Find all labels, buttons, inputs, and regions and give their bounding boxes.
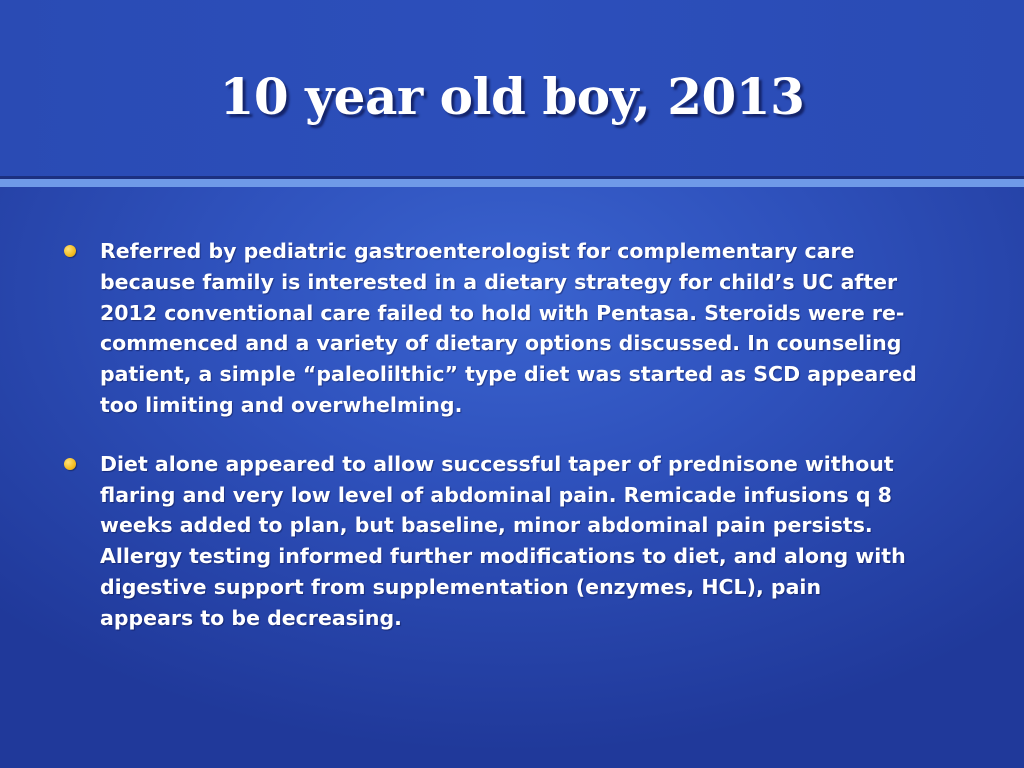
slide-title: 10 year old boy, 2013	[219, 67, 805, 126]
bullet-list	[100, 236, 970, 662]
bullet-dot-icon	[64, 245, 76, 257]
bullet-line: Diet alone appeared to allow successful taper of prednisone without	[100, 451, 894, 476]
bullet-line: because family is interested in a dietary strategy for child’s UC after	[100, 269, 898, 294]
bullet-line: patient, a simple “paleolilthic” type diet was started as SCD appeared	[100, 362, 917, 387]
bullet-line: weeks added to plan, but baseline, minor abdominal pain persists.	[100, 513, 873, 538]
bullet-line: 2012 conventional care failed to hold with Pentasa. Steroids were re-	[100, 300, 905, 325]
bullet-dot-icon	[64, 458, 76, 470]
bullet-line: commenced and a variety of dietary options discussed. In counseling	[100, 331, 902, 356]
bullet-line: Referred by pediatric gastroenterologist for complementary care	[100, 239, 855, 263]
bullet-line: appears to be decreasing.	[100, 605, 402, 630]
bullet-line: flaring and very low level of abdominal pain. Remicade infusions q 8	[100, 482, 892, 507]
bullet-item-2	[100, 449, 970, 634]
title-divider-light	[0, 179, 1024, 187]
bullet-line: digestive support from supplementation (enzymes, HCL), pain	[100, 574, 822, 599]
bullet-line: Allergy testing informed further modifications to diet, and along with	[100, 544, 906, 569]
bullet-item-1	[100, 236, 970, 421]
bullet-line: too limiting and overwhelming.	[100, 392, 463, 417]
